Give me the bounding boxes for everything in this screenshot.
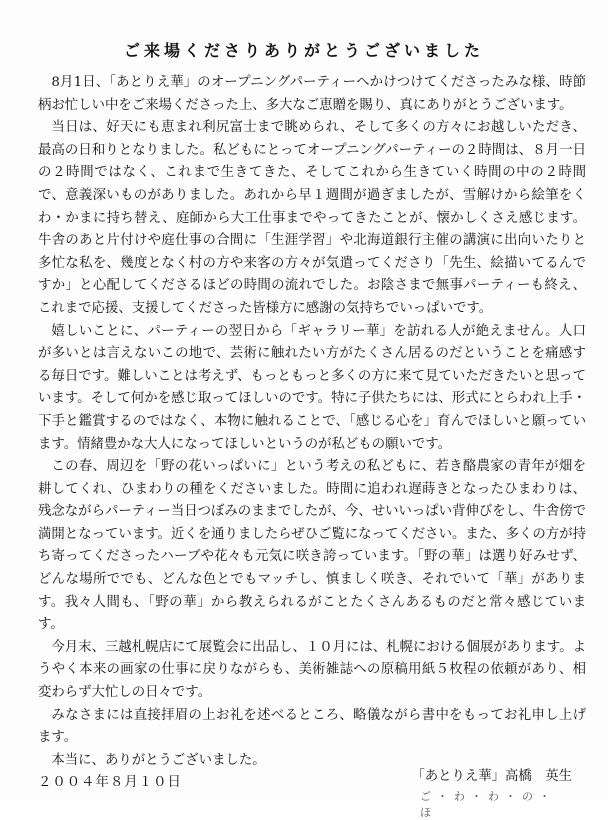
paragraph-greeting: 8月1日、「あとりえ華」のオープニングパーティーへかけつけてくださったみな様、時節柄お忙しい中をご来場くださった上、多大なご恵贈を賜り、真にありがとうございます。	[38, 75, 586, 113]
letter-body	[38, 72, 586, 795]
paragraph-thanks: みなさまには直接拝眉の上お礼を述べるところ、略儀ながら書中をもってお礼申し上げます。	[38, 707, 586, 746]
signature: 「あとりえ華」高橋 英生	[411, 769, 572, 784]
paragraph-gallery: 嬉しいことに、パーティーの翌日から「ギャラリー華」を訪れる人が絶えません。人口が多いとは言えないこの地で、芸術に触れたい方がたくさん居るのだということを痛感する毎日です。難しいことは考えず、もっともっと多くの方に来て見ていただきたいと思っています。そして何かを感じ取ってほしいのです。特に子供たちには、形式にとらわれ上手・下手と鑑賞するのではなく、本物に触れることで、「感じる心を」育んでほしいと願っています。情緒豊かな大人になってほしいというのが私どもの願いです。	[38, 323, 586, 452]
page-title: ご来場くださりありがとうございました	[123, 41, 484, 60]
signature-sub-text: ご・わ・わ・の・ほ	[420, 790, 556, 819]
paragraph-party-day: 当日は、好天にも恵まれ利尻富士まで眺められ、そして多くの方々にお越しいただき、最高の日和りとなりました。私どもにとってオープニングパーティーの２時間は、８月一日の２時間ではなく、これまで生きてきた、そしてこれから生きていく時間の中の２時間で、意義深いものがありました。あれから早１週間が過ぎましたが、雪解けから絵筆をくわ・かまに持ち替え、庭師から大工仕事までやってきたことが、懐かしくさえ感じます。牛舎のあと片付けや庭仕事の合間に「生涯学習」や北海道銀行主催の講演に出向いたりと多忙な私を、幾度となく村の方や来客の方々が気遣ってくださり「先生、絵描いてるんですか」と心配してくださるほどの時間の流れでした。お陰さまで無事パーティーも終え、これまで応援、支援してくださった皆様方に感謝の気持ちでいっぱいです。	[38, 120, 586, 316]
closing-line: 本当に、ありがとうございました。	[51, 752, 266, 768]
letter-date: ２００４年８月１０日	[38, 775, 182, 791]
paragraph-sunflowers: この春、周辺を「野の花いっぱいに」という考えの私どもに、若き酪農家の青年が畑を耕してくれ、ひまわりの種をくださいました。時間に追われ遅蒔きとなったひまわりは、残念ながらパーティー当日つぼみのままでしたが、今、せいいっぱい背伸びをし、牛舎傍で満開となっています。近くを通りましたらぜひご覧になってください。また、多くの方が持ち寄ってくださったハーブや花々も元気に咲き誇っています。「野の華」は選り好みせず、どんな場所ででも、どんな色とでもマッチし、慎ましく咲き、それでいて「華」があります。我々人間も、「野の華」から教えられるがことたくさんあるものだと常々感じています。	[38, 459, 586, 633]
paragraph-exhibitions: 今月末、三越札幌店にて展覧会に出品し、１０月には、札幌における個展があります。ようやく本来の画家の仕事に戻りながらも、美術雑誌への原稿用紙５枚程の依頼があり、相変わらず大忙しの日々です。	[38, 639, 586, 701]
